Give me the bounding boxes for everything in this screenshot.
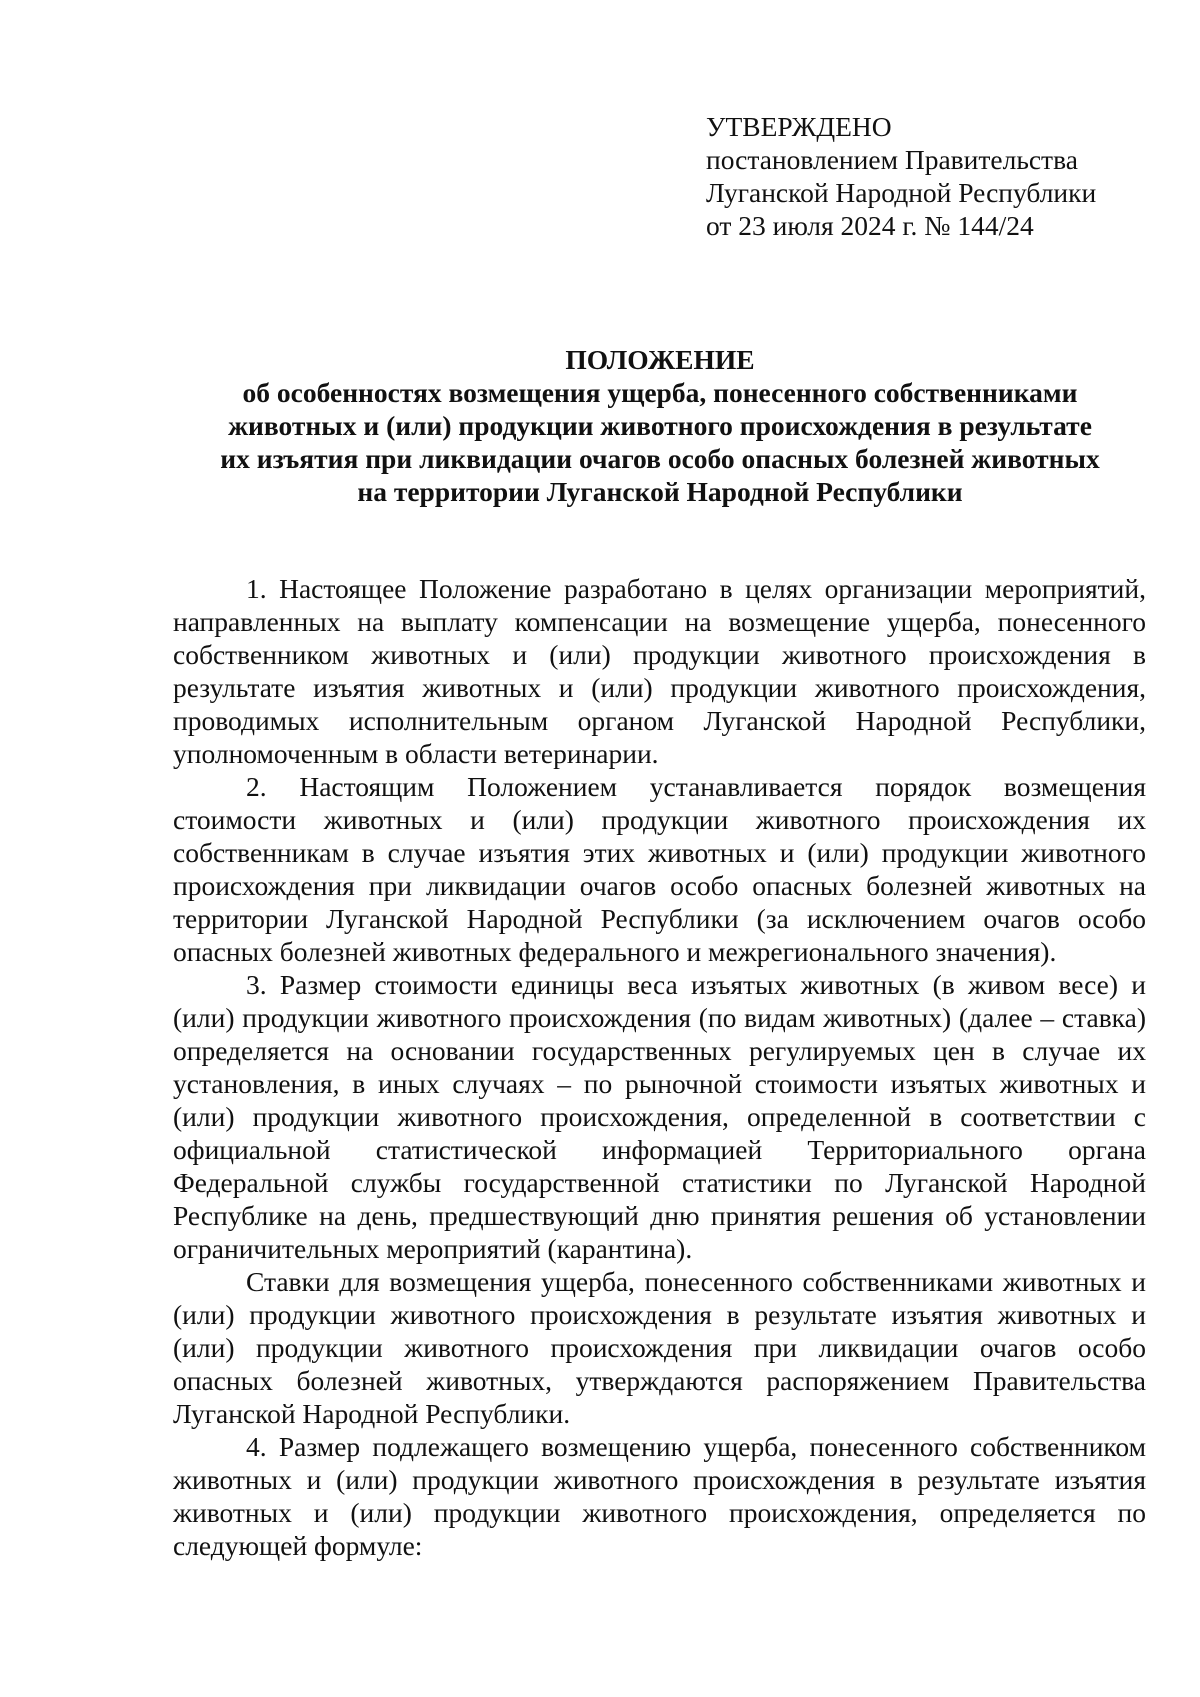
title-line-1: об особенностях возмещения ущерба, понесенного собственниками	[242, 377, 1078, 408]
paragraph-1: 1. Настоящее Положение разработано в целях организации мероприятий, направленных на выплату компенсации на возмещение ущерба, понесенного собственником животных и (или) продукции животного происхождения в результате изъятия животных и (или) продукции животного происхождения, проводимых исполнительным органом Луганской Народной Республики, уполномоченным в области ветеринарии.	[173, 573, 1146, 769]
title-main: ПОЛОЖЕНИЕ	[565, 344, 755, 375]
title-line-3: их изъятия при ликвидации очагов особо опасных болезней животных	[220, 443, 1100, 474]
document-body	[173, 572, 1146, 1562]
paragraph-2: 2. Настоящим Положением устанавливается порядок возмещения стоимости животных и (или) продукции животного происхождения их собственникам в случае изъятия этих животных и (или) продукции животного происхождения при ликвидации очагов особо опасных болезней животных на территории Луганской Народной Республики (за исключением очагов особо опасных болезней животных федерального и межрегионального значения).	[173, 771, 1146, 967]
title-line-2: животных и (или) продукции животного происхождения в результате	[228, 410, 1092, 441]
paragraph-3-rates: Ставки для возмещения ущерба, понесенного собственниками животных и (или) продукции животного происхождения в результате изъятия животных и (или) продукции животного происхождения при ликвидации очагов особо опасных болезней животных, утверждаются распоряжением Правительства Луганской Народной Республики.	[173, 1266, 1146, 1429]
paragraph-4: 4. Размер подлежащего возмещению ущерба, понесенного собственником животных и (или) продукции животного происхождения в результате изъятия животных и (или) продукции животного происхождения, определяется по следующей формуле:	[173, 1431, 1146, 1561]
approval-line-1: постановлением Правительства	[706, 144, 1078, 175]
approval-heading: УТВЕРЖДЕНО	[706, 111, 892, 142]
approval-stamp	[706, 110, 1146, 242]
approval-line-3: от 23 июля 2024 г. № 144/24	[706, 210, 1034, 241]
document-title	[130, 343, 1190, 508]
paragraph-3: 3. Размер стоимости единицы веса изъятых животных (в живом весе) и (или) продукции животного происхождения (по видам животных) (далее – ставка) определяется на основании государственных регулируемых цен в случае их установления, в иных случаях – по рыночной стоимости изъятых животных и (или) продукции животного происхождения, определенной в соответствии с официальной статистической информацией Территориального органа Федеральной службы государственной статистики по Луганской Народной Республике на день, предшествующий дню принятия решения об установлении ограничительных мероприятий (карантина).	[173, 969, 1146, 1264]
title-line-4: на территории Луганской Народной Республики	[357, 476, 963, 507]
approval-line-2: Луганской Народной Республики	[706, 177, 1097, 208]
